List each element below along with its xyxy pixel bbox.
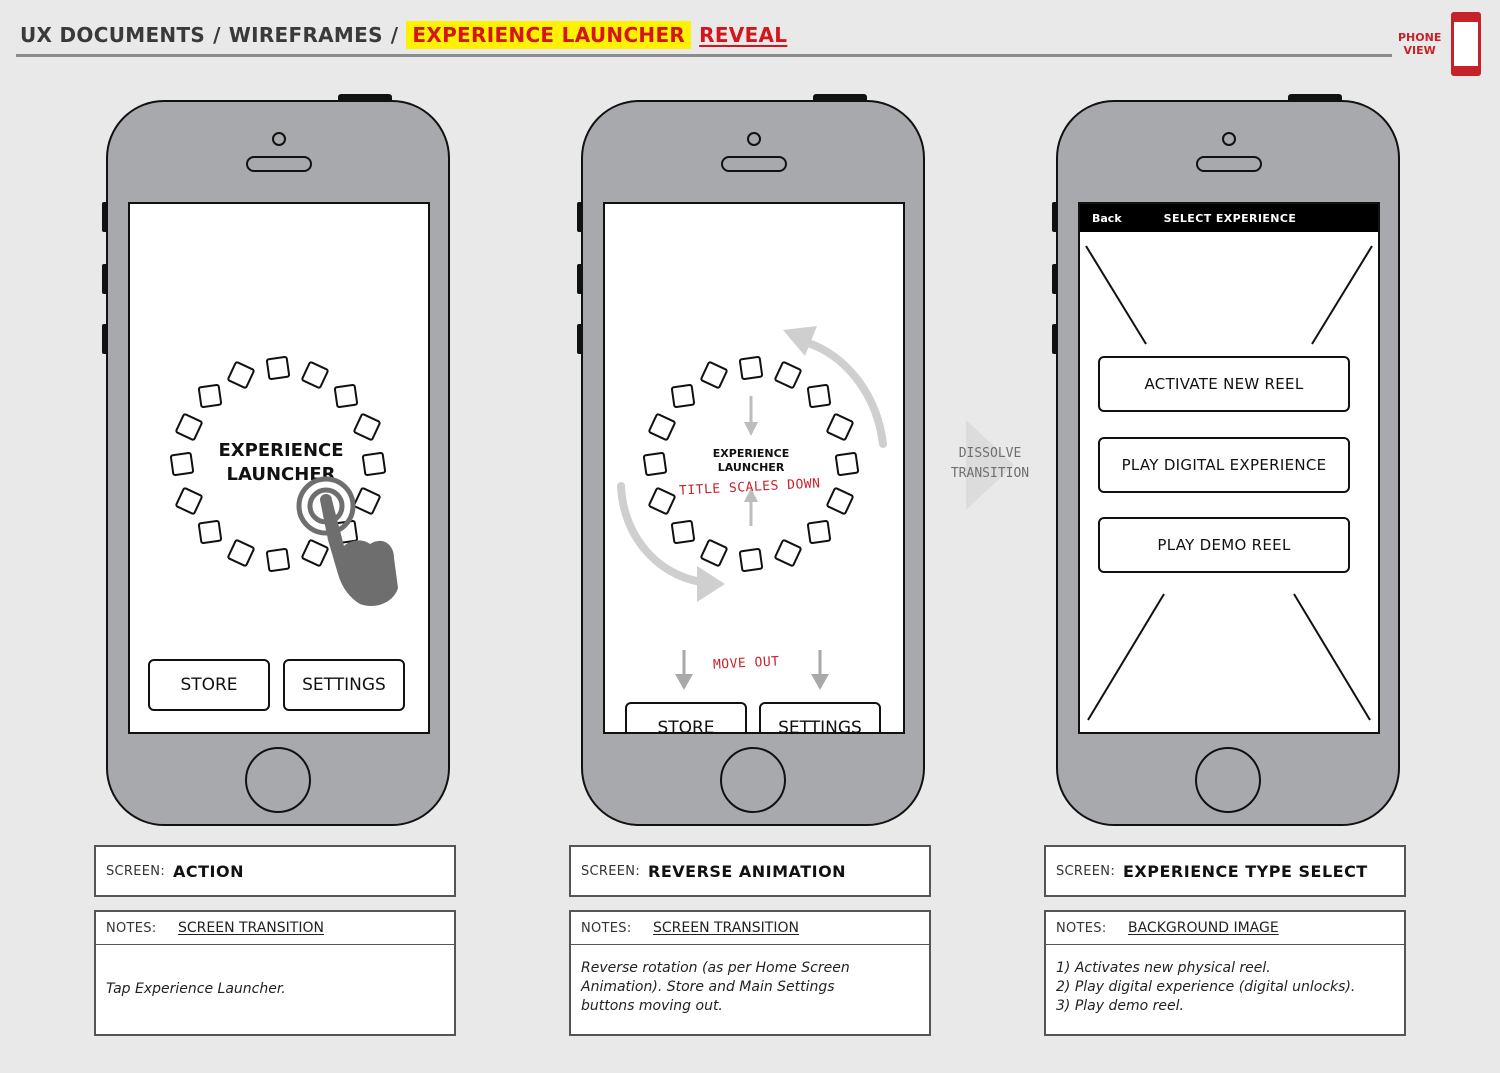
notes-line: buttons moving out.	[581, 998, 723, 1014]
earpiece-speaker	[246, 156, 312, 172]
notes-body	[96, 945, 454, 1034]
screen-label: SCREEN:	[1056, 863, 1115, 879]
earpiece-speaker	[721, 156, 787, 172]
launcher-tile[interactable]	[266, 356, 291, 381]
launcher-tile[interactable]	[352, 413, 381, 442]
launcher-tile[interactable]	[671, 519, 696, 544]
notes-header	[571, 912, 929, 945]
launcher-tile[interactable]	[175, 413, 204, 442]
earpiece-speaker	[1196, 156, 1262, 172]
screen-label: SCREEN:	[106, 863, 165, 879]
phone-screen	[603, 202, 905, 734]
launcher-title-line1: EXPERIENCE	[218, 440, 344, 461]
volume-up-button	[1052, 264, 1058, 294]
mute-switch	[1052, 202, 1058, 232]
launcher-tile[interactable]	[806, 519, 831, 544]
notes-line: Animation). Store and Main Settings	[581, 979, 835, 995]
experience-launcher-title	[701, 447, 801, 475]
phone-mockup-reverse-animation	[581, 94, 925, 826]
launcher-tile[interactable]	[266, 548, 291, 573]
breadcrumb-ux-documents[interactable]: UX DOCUMENTS	[20, 23, 206, 47]
home-button[interactable]	[720, 747, 786, 813]
screen-name-box-reverse-animation	[569, 845, 931, 897]
notes-topic: SCREEN TRANSITION	[178, 920, 324, 936]
launcher-tile[interactable]	[227, 361, 256, 390]
launcher-tile[interactable]	[643, 452, 668, 477]
notes-line: 3) Play demo reel.	[1056, 998, 1184, 1014]
notes-line: 1) Activates new physical reel.	[1056, 960, 1271, 976]
play-digital-experience-button[interactable]: PLAY DIGITAL EXPERIENCE	[1098, 437, 1350, 493]
front-camera	[747, 132, 761, 146]
screen-label: SCREEN:	[581, 863, 640, 879]
phone-view-label	[1398, 31, 1441, 57]
launcher-tile[interactable]	[198, 519, 223, 544]
notes-header	[96, 912, 454, 945]
transition-label	[940, 444, 1040, 484]
launcher-tile[interactable]	[300, 361, 329, 390]
tap-hand-icon	[290, 470, 410, 610]
transition-label-line1: DISSOLVE	[958, 446, 1022, 461]
volume-down-button	[1052, 324, 1058, 354]
launcher-tile[interactable]	[806, 384, 831, 409]
nav-bar	[1080, 204, 1378, 232]
settings-button[interactable]: SETTINGS	[759, 702, 881, 734]
page-subtitle-reveal: REVEAL	[699, 23, 788, 47]
annotation-move-out: MOVE OUT	[712, 654, 780, 673]
launcher-tile[interactable]	[671, 384, 696, 409]
screen-name: REVERSE ANIMATION	[648, 861, 847, 881]
home-button[interactable]	[1195, 747, 1261, 813]
breadcrumb-separator: /	[213, 23, 221, 47]
front-camera	[272, 132, 286, 146]
launcher-tile[interactable]	[175, 486, 204, 515]
screen-name-box-experience-type-select	[1044, 845, 1406, 897]
launcher-tile[interactable]	[227, 538, 256, 567]
back-button[interactable]: Back	[1092, 211, 1122, 225]
volume-up-button	[577, 264, 583, 294]
notes-box-reverse-animation	[569, 910, 931, 1036]
mute-switch	[577, 202, 583, 232]
volume-down-button	[577, 324, 583, 354]
notes-topic: BACKGROUND IMAGE	[1128, 920, 1279, 936]
notes-label: NOTES:	[106, 920, 157, 936]
front-camera	[1222, 132, 1236, 146]
launcher-title-line2: LAUNCHER	[717, 461, 785, 474]
breadcrumb-wireframes[interactable]: WIREFRAMES	[228, 23, 383, 47]
breadcrumb-current-page: EXPERIENCE LAUNCHER	[406, 21, 691, 49]
notes-line: Tap Experience Launcher.	[106, 981, 286, 997]
phone-body	[1056, 100, 1400, 826]
launcher-tile[interactable]	[739, 548, 764, 573]
phone-screen	[1078, 202, 1380, 734]
phone-mockup-experience-type-select	[1056, 94, 1400, 826]
screen-name-box-action	[94, 845, 456, 897]
play-demo-reel-button[interactable]: PLAY DEMO REEL	[1098, 517, 1350, 573]
transition-label-line2: TRANSITION	[950, 466, 1030, 481]
phone-view-label-line2: VIEW	[1403, 44, 1436, 57]
phone-view-label-line1: PHONE	[1398, 31, 1442, 44]
volume-up-button	[102, 264, 108, 294]
phone-mockup-action	[106, 94, 450, 826]
phone-view-indicator	[1398, 12, 1481, 76]
screen-name: ACTION	[173, 861, 244, 881]
notes-box-action	[94, 910, 456, 1036]
phone-screen	[128, 202, 430, 734]
store-button[interactable]: STORE	[625, 702, 747, 734]
breadcrumb-separator: /	[390, 23, 399, 47]
notes-label: NOTES:	[1056, 920, 1107, 936]
store-button[interactable]: STORE	[148, 659, 270, 711]
mute-switch	[102, 202, 108, 232]
nav-title: SELECT EXPERIENCE	[1163, 211, 1297, 225]
notes-header	[1046, 912, 1404, 945]
notes-line: 2) Play digital experience (digital unlocks).	[1056, 979, 1356, 995]
launcher-title-line1: EXPERIENCE	[712, 447, 790, 460]
notes-body	[1046, 945, 1404, 1016]
notes-box-experience-type-select	[1044, 910, 1406, 1036]
notes-label: NOTES:	[581, 920, 632, 936]
launcher-tile[interactable]	[198, 384, 223, 409]
header-divider	[16, 54, 1392, 57]
phone-body	[106, 100, 450, 826]
screen-name: EXPERIENCE TYPE SELECT	[1123, 861, 1368, 881]
launcher-title-line2: LAUNCHER	[226, 464, 336, 485]
launcher-tile[interactable]	[739, 356, 764, 381]
notes-body	[571, 945, 929, 1016]
phone-icon	[1451, 12, 1481, 76]
notes-topic: SCREEN TRANSITION	[653, 920, 799, 936]
activate-new-reel-button[interactable]: ACTIVATE NEW REEL	[1098, 356, 1350, 412]
phone-body	[581, 100, 925, 826]
launcher-tile[interactable]	[333, 384, 358, 409]
volume-down-button	[102, 324, 108, 354]
launcher-tile[interactable]	[835, 452, 860, 477]
breadcrumb	[20, 18, 787, 52]
annotation-title-scales-down: TITLE SCALES DOWN	[678, 476, 821, 499]
notes-line: Reverse rotation (as per Home Screen	[581, 960, 850, 976]
home-button[interactable]	[245, 747, 311, 813]
settings-button[interactable]: SETTINGS	[283, 659, 405, 711]
dissolve-transition-marker	[940, 420, 1040, 510]
